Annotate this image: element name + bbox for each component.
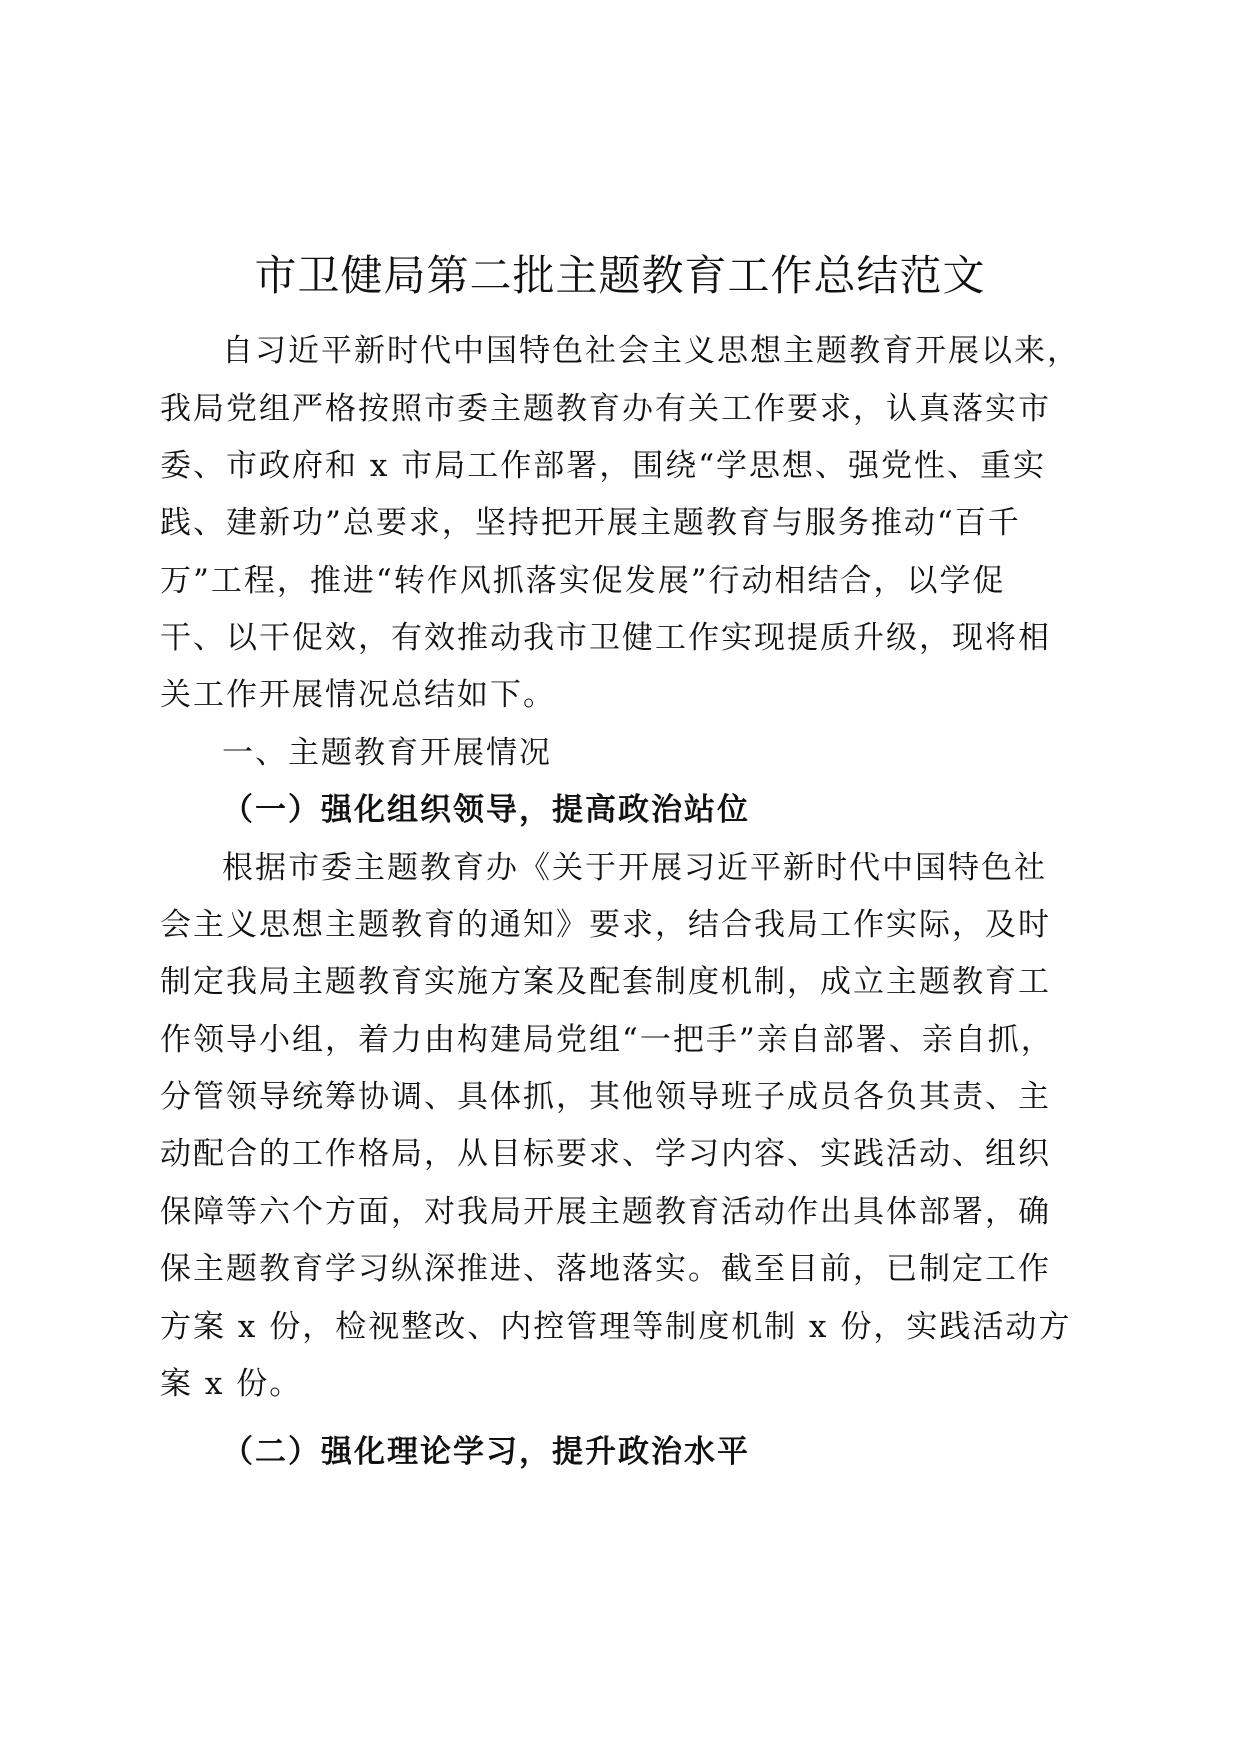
intro-line-2: 我局党组严格按照市委主题教育办有关工作要求，认真落实市 xyxy=(160,391,1051,427)
sub1-line-6: 动配合的工作格局，从目标要求、学习内容、实践活动、组织 xyxy=(160,1136,1051,1172)
subsection-heading-1: （一）强化组织领导，提高政治站位 xyxy=(222,792,750,828)
intro-line-6: 干、以干促效，有效推动我市卫健工作实现提质升级，现将相 xyxy=(160,620,1051,656)
sub1-line-1: 根据市委主题教育办《关于开展习近平新时代中国特色社 xyxy=(222,850,1047,886)
sub1-line-2: 会主义思想主题教育的通知》要求，结合我局工作实际，及时 xyxy=(160,907,1051,943)
subsection-heading-2: （二）强化理论学习，提升政治水平 xyxy=(222,1434,750,1470)
sub1-line-4: 作领导小组，着力由构建局党组“一把手”亲自部署、亲自抓， xyxy=(160,1022,1054,1058)
intro-line-5: 万”工程，推进“转作风抓落实促发展”行动相结合，以学促 xyxy=(160,563,1006,599)
intro-line-4: 践、建新功”总要求，坚持把开展主题教育与服务推动“百千 xyxy=(160,505,1021,541)
intro-line-1: 自习近平新时代中国特色社会主义思想主题教育开展以来， xyxy=(222,333,1080,369)
sub1-line-10: 案 x 份。 xyxy=(160,1366,303,1402)
intro-line-7: 关工作开展情况总结如下。 xyxy=(160,677,556,713)
sub1-line-3: 制定我局主题教育实施方案及配套制度机制，成立主题教育工 xyxy=(160,964,1051,1000)
document-title: 市卫健局第二批主题教育工作总结范文 xyxy=(254,251,986,300)
sub1-line-8: 保主题教育学习纵深推进、落地落实。截至目前，已制定工作 xyxy=(160,1251,1051,1287)
intro-line-3: 委、市政府和 x 市局工作部署，围绕“学思想、强党性、重实 xyxy=(160,448,1047,484)
sub1-line-9: 方案 x 份，检视整改、内控管理等制度机制 x 份，实践活动方 xyxy=(160,1309,1072,1345)
sub1-line-7: 保障等六个方面，对我局开展主题教育活动作出具体部署，确 xyxy=(160,1194,1051,1230)
sub1-line-5: 分管领导统筹协调、具体抓，其他领导班子成员各负其责、主 xyxy=(160,1079,1051,1115)
section-heading-1: 一、主题教育开展情况 xyxy=(222,735,552,771)
